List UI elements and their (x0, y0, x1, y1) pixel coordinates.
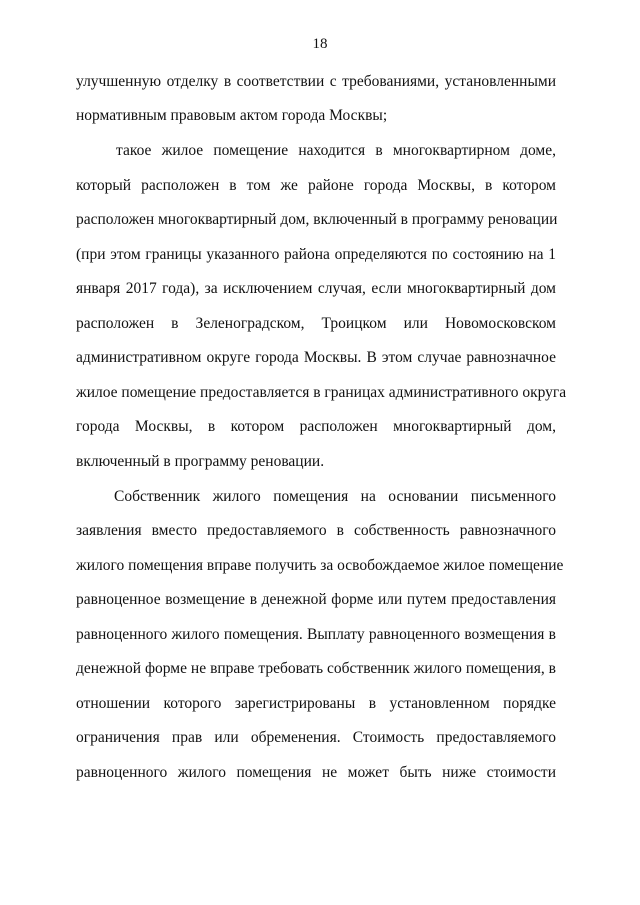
text-line: города Москвы, в котором расположен многоквартирный дом, (76, 418, 556, 435)
text-line: административном округе города Москвы. В этом случае равнозначное (76, 349, 556, 366)
page-number: 18 (312, 36, 328, 52)
text-line: нормативным правовым актом города Москвы; (76, 107, 388, 124)
text-line: который расположен в том же районе города Москвы, в котором (76, 177, 556, 194)
text-line: такое жилое помещение находится в многоквартирном доме, (116, 142, 556, 159)
text-line: (при этом границы указанного района определяются по состоянию на 1 (76, 246, 556, 263)
text-line: равноценное возмещение в денежной форме или путем предоставления (76, 591, 556, 608)
text-line: заявления вместо предоставляемого в собственность равнозначного (76, 522, 556, 539)
text-line: равноценного жилого помещения не может быть ниже стоимости (76, 764, 556, 781)
text-line: января 2017 года), за исключением случая, если многоквартирный дом (76, 280, 556, 297)
text-line: расположен многоквартирный дом, включенный в программу реновации (76, 211, 558, 228)
text-line: отношении которого зарегистрированы в установленном порядке (76, 695, 556, 712)
text-line: Собственник жилого помещения на основании письменного (114, 488, 556, 505)
text-line: включенный в программу реновации. (76, 453, 325, 470)
text-line: денежной форме не вправе требовать собственник жилого помещения, в (76, 660, 556, 677)
text-line: жилого помещения вправе получить за освобождаемое жилое помещение (76, 557, 564, 574)
text-line: улучшенную отделку в соответствии с требованиями, установленными (76, 73, 556, 90)
text-line: жилое помещение предоставляется в границах административного округа (76, 384, 567, 401)
text-line: расположен в Зеленоградском, Троицком или Новомосковском (76, 315, 556, 332)
text-line: ограничения прав или обременения. Стоимость предоставляемого (76, 729, 556, 746)
text-line: равноценного жилого помещения. Выплату равноценного возмещения в (76, 626, 556, 643)
